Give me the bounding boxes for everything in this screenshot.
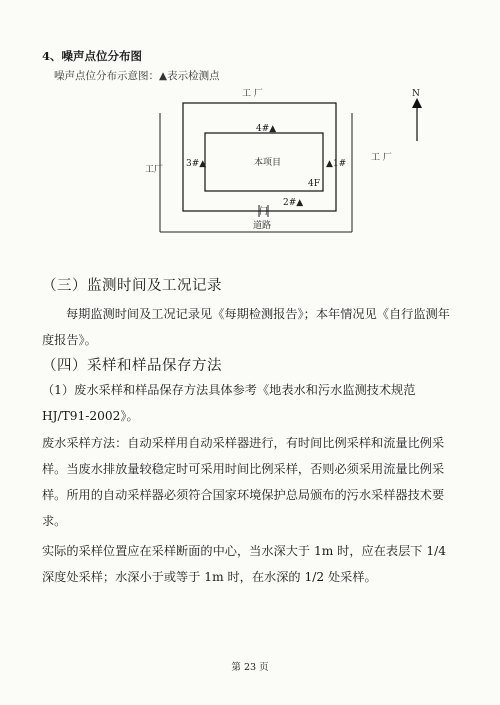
factory-right-label: 工 厂 [371,153,392,163]
north-label: N [412,89,420,99]
section-four-para-1: （1）废水采样和样品保存方法具体参考《地表水和污水监测技术规范HJ/T91-2002》。 [42,383,416,423]
section-four-heading: （四）采样和样品保存方法 [42,358,222,374]
gate-label: 门 [259,207,269,217]
point-4: 4#▲ [256,124,277,134]
project-label: 本项目 [254,158,282,168]
section-4-heading: 4、噪声点位分布图 [42,49,143,63]
road-label: 道路 [253,221,272,231]
site-boundary [183,103,336,211]
section-four-para-3: 实际的采样位置应在采样断面的中心，当水深大于 1m 时，应在表层下 1/4 深度处采样；水深小于或等于 1m 时，在水深的 1/2 处采样。 [42,544,446,584]
point-3: 3#▲ [186,159,207,169]
noise-point-diagram [0,0,500,260]
section-four-para-2: 废水采样方法：自动采样用自动采样器进行，有时间比例采样和流量比例采样。当废水排放量较稳定时可采用时间比例采样，否则必须采用流量比例采样。所用的自动采样器必须符合国家环境保护总局颁布的污水采样器技术要求。 [42,436,445,528]
point-1: ▲1# [326,159,347,169]
diagram-caption: 噪声点位分布示意图：▲表示检测点 [54,70,220,82]
north-arrow-head [412,98,422,108]
factory-left-label: 工厂 [145,165,164,175]
point-2: 2#▲ [283,198,304,208]
section-three-body: 每期监测时间及工况记录见《每期检测报告》；本年情况见《自行监测年度报告》。 [42,307,450,347]
floor-label: 4F [308,179,320,189]
factory-top-label: 工 厂 [242,89,263,99]
section-three-heading: （三）监测时间及工况记录 [42,278,222,294]
page-number: 第 23 页 [231,662,269,673]
